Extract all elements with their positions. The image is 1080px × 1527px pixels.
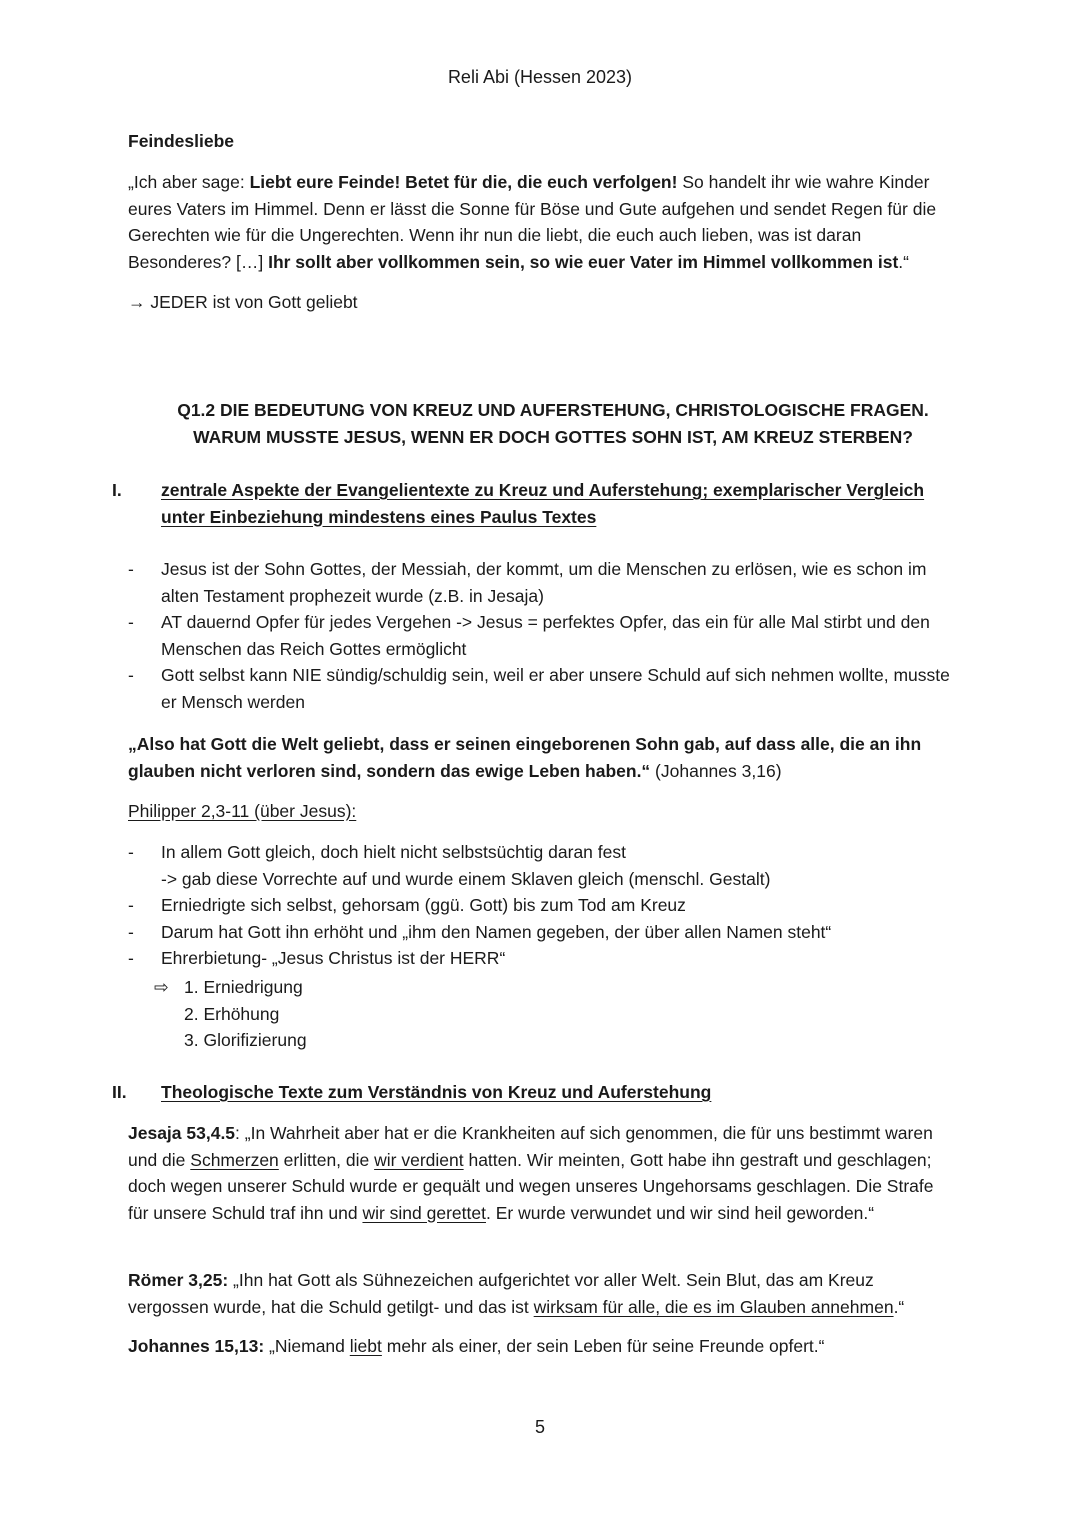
list-item [128, 945, 958, 972]
section-title-line-1: Q1.2 DIE BEDEUTUNG VON KREUZ UND AUFERSTEHUNG, CHRISTOLOGISCHE FRAGEN. [177, 400, 929, 420]
list-subitem-text: -> gab diese Vorrechte auf und wurde einem Sklaven gleich (menschl. Gestalt) [161, 868, 771, 889]
aspects-list [128, 556, 958, 715]
list-item [128, 662, 958, 715]
paragraph-text: : „In Wahrheit aber hat er die Krankheiten auf sich genommen, die für uns bestimmt waren und die [128, 1123, 933, 1170]
underlined-text: wir sind gerettet [362, 1202, 486, 1223]
underlined-text: wirksam für alle, die es im Glauben annehmen [533, 1296, 894, 1317]
jesaja-paragraph [128, 1120, 958, 1226]
quote-text: .“ [898, 251, 909, 272]
list-item [128, 609, 958, 662]
step-text: 2. Erhöhung [184, 1003, 280, 1024]
johannes-paragraph [128, 1333, 958, 1360]
bible-reference: Römer 3,25: [128, 1270, 229, 1290]
dash-bullet: - [128, 612, 134, 632]
dash-bullet: - [128, 559, 134, 579]
roemer-paragraph [128, 1267, 958, 1320]
dash-bullet: - [128, 842, 134, 862]
quote-text: „Ich aber sage: [128, 172, 250, 192]
feindesliebe-conclusion [128, 289, 958, 316]
dash-bullet: - [128, 921, 134, 942]
john-quote [128, 731, 958, 784]
list-item-text: In allem Gott gleich, doch hielt nicht selbstsüchtig daran fest [161, 842, 626, 862]
section-numeral: I. [112, 480, 122, 500]
feindesliebe-quote [128, 169, 958, 275]
paragraph-text: „Ihn hat Gott als Sühnezeichen aufgerichtet vor aller Welt. Sein Blut, das am Kreuz vergossen wurde, hat die Schuld getilgt- und das ist [128, 1270, 874, 1317]
dash-bullet: - [128, 665, 134, 685]
list-item-text: Gott selbst kann NIE sündig/schuldig sein, weil er aber unsere Schuld auf sich nehmen wollte, musste er Mensch werden [161, 665, 950, 712]
underlined-text: wir verdient [374, 1149, 464, 1170]
underlined-text: Schmerzen [190, 1149, 279, 1170]
paragraph-text: „Niemand [264, 1336, 350, 1356]
list-item [128, 919, 958, 946]
quote-reference: (Johannes 3,16) [650, 760, 782, 781]
list-item [128, 839, 958, 892]
dash-bullet: - [128, 948, 134, 968]
paragraph-text: hatten. Wir meinten, Gott habe ihn gestraft und geschlagen; doch wegen unserer Schuld wurde er gequält und wegen unseres Ungehorsams geschlagen. Die Strafe für unsere Schuld traf ihn und [128, 1149, 934, 1223]
paragraph-text: . Er wurde verwundet und wir sind heil geworden.“ [485, 1202, 875, 1223]
list-item-text: Ehrerbietung- „Jesus Christus ist der HERR“ [161, 948, 506, 968]
step-item [154, 1027, 754, 1054]
section-numeral: II. [112, 1082, 127, 1102]
dash-bullet: - [128, 895, 134, 915]
philipper-list [128, 839, 958, 972]
arrow-right-outline-icon: ⇨ [154, 977, 169, 997]
list-item-text: Jesus ist der Sohn Gottes, der Messiah, der kommt, um die Menschen zu erlösen, wie es schon im alten Testament prophezeit wurde (z.B. in Jesaja) [161, 559, 927, 606]
bible-reference: Johannes 15,13: [128, 1336, 265, 1356]
quote-bold: Liebt eure Feinde! Betet für die, die euch verfolgen! [249, 172, 678, 192]
conclusion-text: JEDER ist von Gott geliebt [150, 292, 358, 312]
underlined-text: liebt [349, 1336, 382, 1356]
philipper-title: Philipper 2,3-11 (über Jesus): [128, 801, 357, 821]
bible-reference: Jesaja 53,4.5 [128, 1123, 236, 1143]
step-item [154, 1001, 754, 1028]
quote-bold: „Also hat Gott die Welt geliebt, dass er seinen eingeborenen Sohn gab, auf dass alle, die an ihn glauben nicht verloren sind, sondern das ewige Leben haben.“ [128, 734, 922, 781]
section-title-line-2: WARUM MUSSTE JESUS, WENN ER DOCH GOTTES SOHN IST, AM KREUZ STERBEN? [193, 427, 913, 447]
page-number: 5 [534, 1417, 545, 1437]
paragraph-text: mehr als einer, der sein Leben für seine Freunde opfert.“ [381, 1336, 825, 1356]
feindesliebe-title: Feindesliebe [128, 131, 235, 151]
quote-text: So handelt ihr wie wahre Kinder eures Vaters im Himmel. Denn er lässt die Sonne für Böse und Gute aufgehen und sendet Regen für die Gerechten wie für die Ungerechten. Wenn ihr nun die liebt, die euch auch lieben, was ist daran Besonderes? […] [128, 172, 937, 272]
section-heading: zentrale Aspekte der Evangelientexte zu Kreuz und Auferstehung; exemplarischer Vergleich unter Einbeziehung mindestens eines Paulus Textes [161, 480, 925, 527]
list-item-text: Erniedrigte sich selbst, gehorsam (ggü. Gott) bis zum Tod am Kreuz [161, 895, 686, 915]
list-item-text: AT dauernd Opfer für jedes Vergehen -> Jesus = perfektes Opfer, das ein für alle Mal stirbt und den Menschen das Reich Gottes ermöglicht [161, 612, 930, 659]
arrow-right-icon: → [128, 292, 146, 312]
page-header: Reli Abi (Hessen 2023) [447, 67, 633, 87]
quote-bold: Ihr sollt aber vollkommen sein, so wie euer Vater im Himmel vollkommen ist [268, 251, 899, 272]
step-text: 3. Glorifizierung [184, 1030, 307, 1050]
steps-list [154, 974, 754, 1054]
list-item-text: Darum hat Gott ihn erhöht und „ihm den Namen gegeben, der über allen Namen steht“ [161, 921, 832, 942]
section-heading: Theologische Texte zum Verständnis von Kreuz und Auferstehung [161, 1082, 712, 1102]
paragraph-text: erlitten, die [278, 1149, 375, 1170]
step-item [154, 974, 754, 1001]
list-item [128, 556, 958, 609]
paragraph-text: .“ [893, 1296, 905, 1317]
list-item [128, 892, 958, 919]
step-text: 1. Erniedrigung [184, 977, 303, 997]
